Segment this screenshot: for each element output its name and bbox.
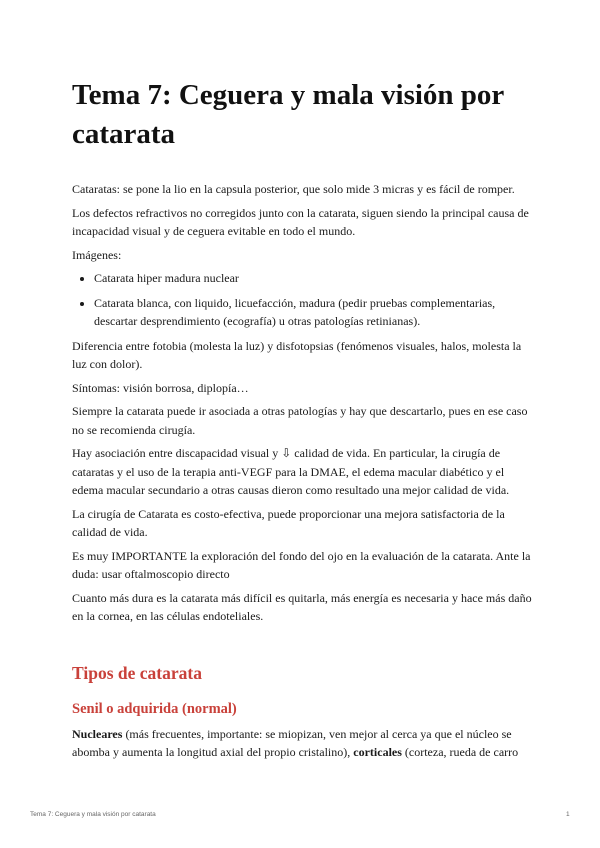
- paragraph-dureza: Cuanto más dura es la catarata más difícil es quitarla, más energía es necesaria y hace más daño en la cornea, en las células endoteliales.: [72, 590, 532, 623]
- list-item: • Catarata blanca, con liquido, licuefacción, madura (pedir pruebas complementarias, descartar desprendimiento (ecografía) u otras patologías retinianas).: [94, 294, 532, 331]
- paragraph-defectos-refractivos: Los defectos refractivos no corregidos junto con la catarata, siguen siendo la principal causa de incapacidad visual y de ceguera evitable en todo el mundo.: [72, 205, 529, 238]
- bold-term-nucleares: Nucleares: [72, 726, 123, 741]
- images-list: [72, 269, 532, 331]
- paragraph-fotobia: Diferencia entre fotobia (molesta la luz) y disfotopsias (fenómenos visuales, halos, molesta la luz con dolor).: [72, 338, 522, 371]
- list-item: • Catarata hiper madura nuclear: [94, 269, 532, 288]
- footer-title: Tema 7: Ceguera y mala visión por catarata: [30, 811, 156, 818]
- footer-page-number: 1: [566, 811, 570, 818]
- page-title: Tema 7: Ceguera y mala visión por catarata: [72, 79, 504, 150]
- paragraph-fondo-ojo: Es muy IMPORTANTE la exploración del fondo del ojo en la evaluación de la catarata. Ante la duda: usar oftalmoscopio directo: [72, 548, 531, 581]
- section-heading: Tipos de catarata: [72, 662, 202, 683]
- paragraph-cataratas: Cataratas: se pone la lio en la capsula posterior, que solo mide 3 micras y es fácil de romper.: [72, 182, 515, 196]
- paragraph-text: (más frecuentes, importante: se miopizan, ven mejor al cerca ya que el núcleo se abomba y aumenta la longitud axial del propio cristalino),: [72, 726, 512, 759]
- page-content: [72, 76, 532, 767]
- paragraph-sintomas: Síntomas: visión borrosa, diplopía…: [72, 380, 249, 395]
- paragraph-costo-efectiva: La cirugía de Catarata es costo-efectiva, puede proporcionar una mejora satisfactoria de la calidad de vida.: [72, 506, 505, 539]
- paragraph-calidad-vida: Hay asociación entre discapacidad visual y ⇩ calidad de vida. En particular, la cirugía de cataratas y el uso de la terapia anti-VEGF para la DMAE, el edema macular diabético y el edema macular secundario a otras causas dieron como resultado una mejor calidad de vida.: [72, 446, 510, 497]
- paragraph-patologias: Siempre la catarata puede ir asociada a otras patologías y hay que descartarlo, pues en ese caso no se recomienda cirugía.: [72, 404, 528, 437]
- section-subheading: Senil o adquirida (normal): [72, 700, 237, 717]
- paragraph-text: (corteza, rueda de carro: [401, 745, 519, 759]
- paragraph-tipos: [72, 725, 532, 762]
- paragraph-imagenes: Imágenes:: [72, 247, 122, 262]
- bold-term-corticales: corticales: [353, 745, 402, 759]
